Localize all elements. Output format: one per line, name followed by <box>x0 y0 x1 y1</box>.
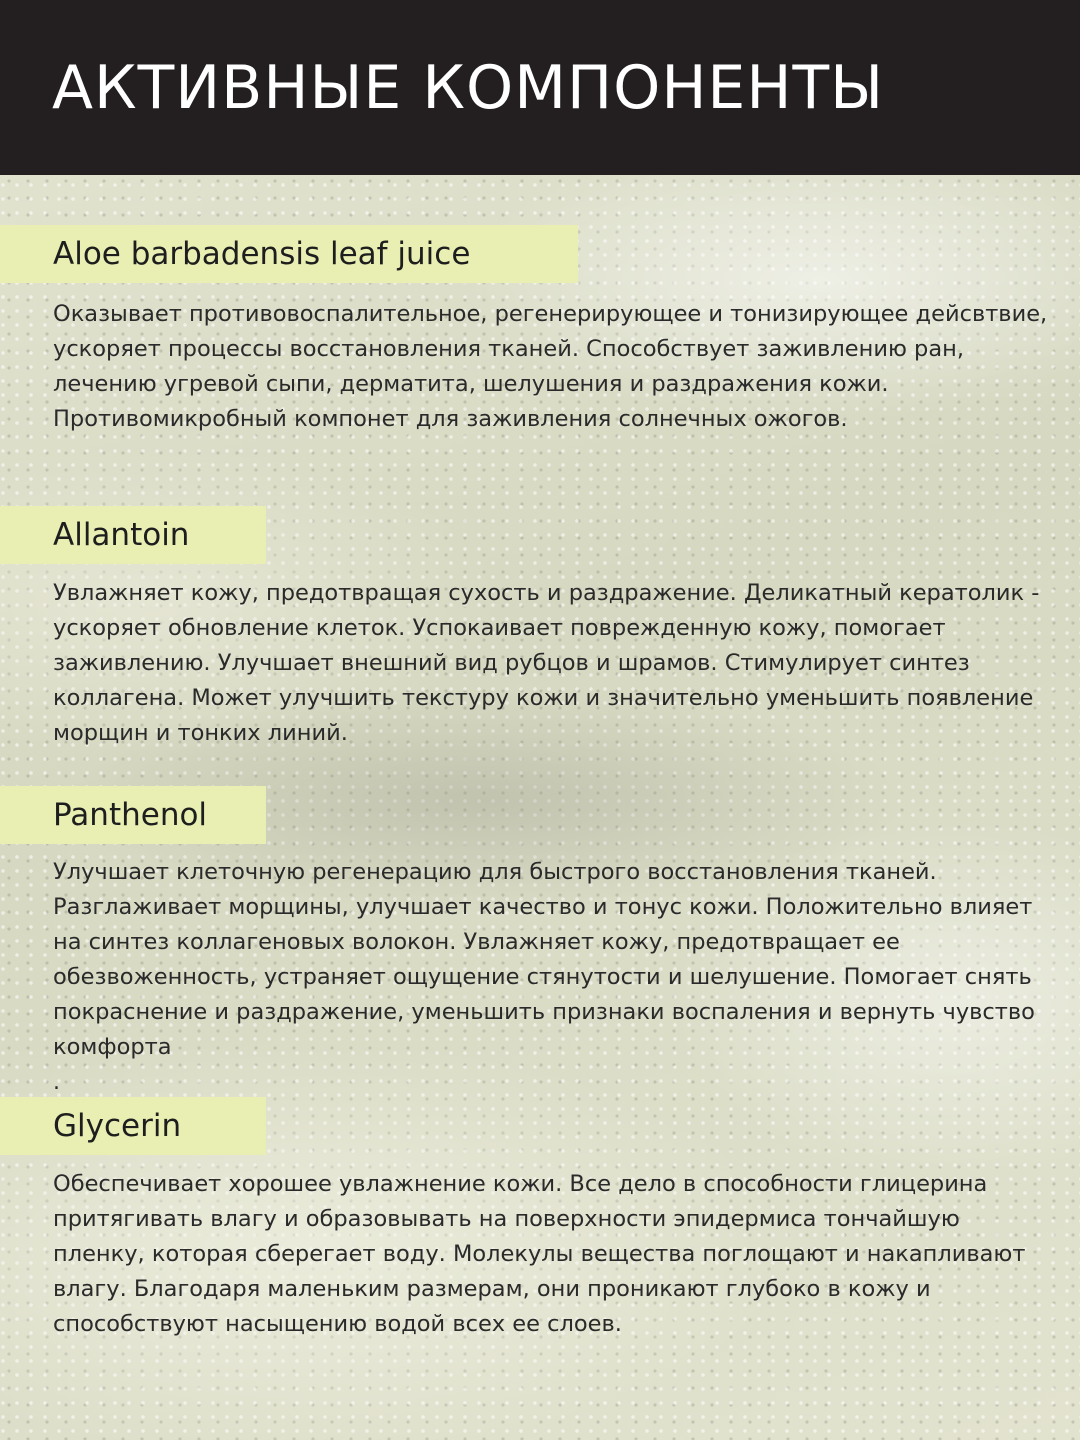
section-label-panthenol: Panthenol <box>0 786 266 844</box>
stray-dot: . <box>53 1070 60 1095</box>
section-text-aloe: Оказывает противовоспалительное, регенерирующее и тонизирующее дейсвтвие, ускоряет процессы восстановления тканей. Способствует заживлению ран, лечению угревой сыпи, дерматита, шелушения и раздражения кожи. Противомикробный компонет для заживления солнечных ожогов. <box>53 301 1048 432</box>
section-text-panthenol: Улучшает клеточную регенерацию для быстрого восстановления тканей. Разглаживает морщины, улучшает качество и тонус кожи. Положительно влияет на синтез коллагеновых волокон. Увлажняет кожу, предотвращает ее обезвоженность, устраняет ощущение стянутости и шелушение. Помогает снять покраснение и раздражение, уменьшить признаки воспаления и вернуть чувство комфорта <box>53 859 1035 1060</box>
section-label-allantoin: Allantoin <box>0 506 266 564</box>
section-text-allantoin: Увлажняет кожу, предотвращая сухость и раздражение. Деликатный кератолик - ускоряет обновление клеток. Успокаивает поврежденную кожу, помогает заживлению. Улучшает внешний вид рубцов и шрамов. Стимулирует синтез коллагена. Может улучшить текстуру кожи и значительно уменьшить появление морщин и тонких линий. <box>53 580 1040 746</box>
section-label-aloe: Aloe barbadensis leaf juice <box>0 225 578 283</box>
page-title: АКТИВНЫЕ КОМПОНЕНТЫ <box>52 53 885 123</box>
section-text-glycerin: Обеспечивает хорошее увлажнение кожи. Все дело в способности глицерина притягивать влагу и образовывать на поверхности эпидермиса тончайшую пленку, которая сберегает воду. Молекулы вещества поглощают и накапливают влагу. Благодаря маленьким размерам, они проникают глубоко в кожу и способствуют насыщению водой всех ее слоев. <box>53 1171 1026 1337</box>
header-bar <box>0 0 1080 175</box>
section-label-glycerin: Glycerin <box>0 1097 266 1155</box>
